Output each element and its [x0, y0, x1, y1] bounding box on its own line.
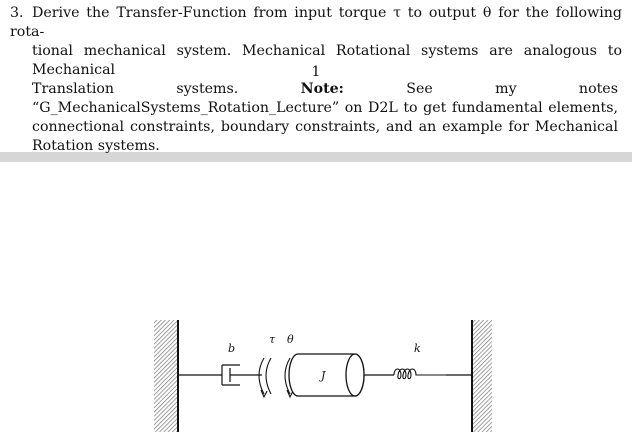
continuation-text-end: See my notes “G_MechanicalSystems_Rotation_Lecture” on D2L to get fundamental elements, connectional constraints, boundary constraints, and an example for Mechanical Rotation systems. [32, 81, 618, 154]
problem-number: 3. [10, 5, 24, 21]
torque-label: τ [269, 333, 276, 346]
continuation-text-start: Translation systems. [32, 81, 301, 97]
spring [394, 369, 446, 379]
problem-continuation [32, 80, 618, 156]
inertia-cylinder [289, 354, 364, 396]
left-wall [154, 320, 178, 432]
spring-label: k [414, 342, 421, 355]
right-wall [472, 320, 492, 432]
angle-label: θ [287, 333, 294, 346]
damper-label: b [228, 342, 236, 355]
problem-line-1: Derive the Transfer-Function from input torque τ to output θ for the following rota- [10, 5, 622, 40]
note-label: Note: [300, 81, 344, 97]
problem-line-2: tional mechanical system. Mechanical Rotational systems are analogous to Mechanical [32, 43, 622, 78]
page-number: 1 [311, 64, 321, 80]
damper [222, 365, 262, 385]
rotational-system-diagram [150, 318, 495, 436]
inertia-label: J [321, 369, 326, 382]
torque-arrows [259, 358, 271, 397]
